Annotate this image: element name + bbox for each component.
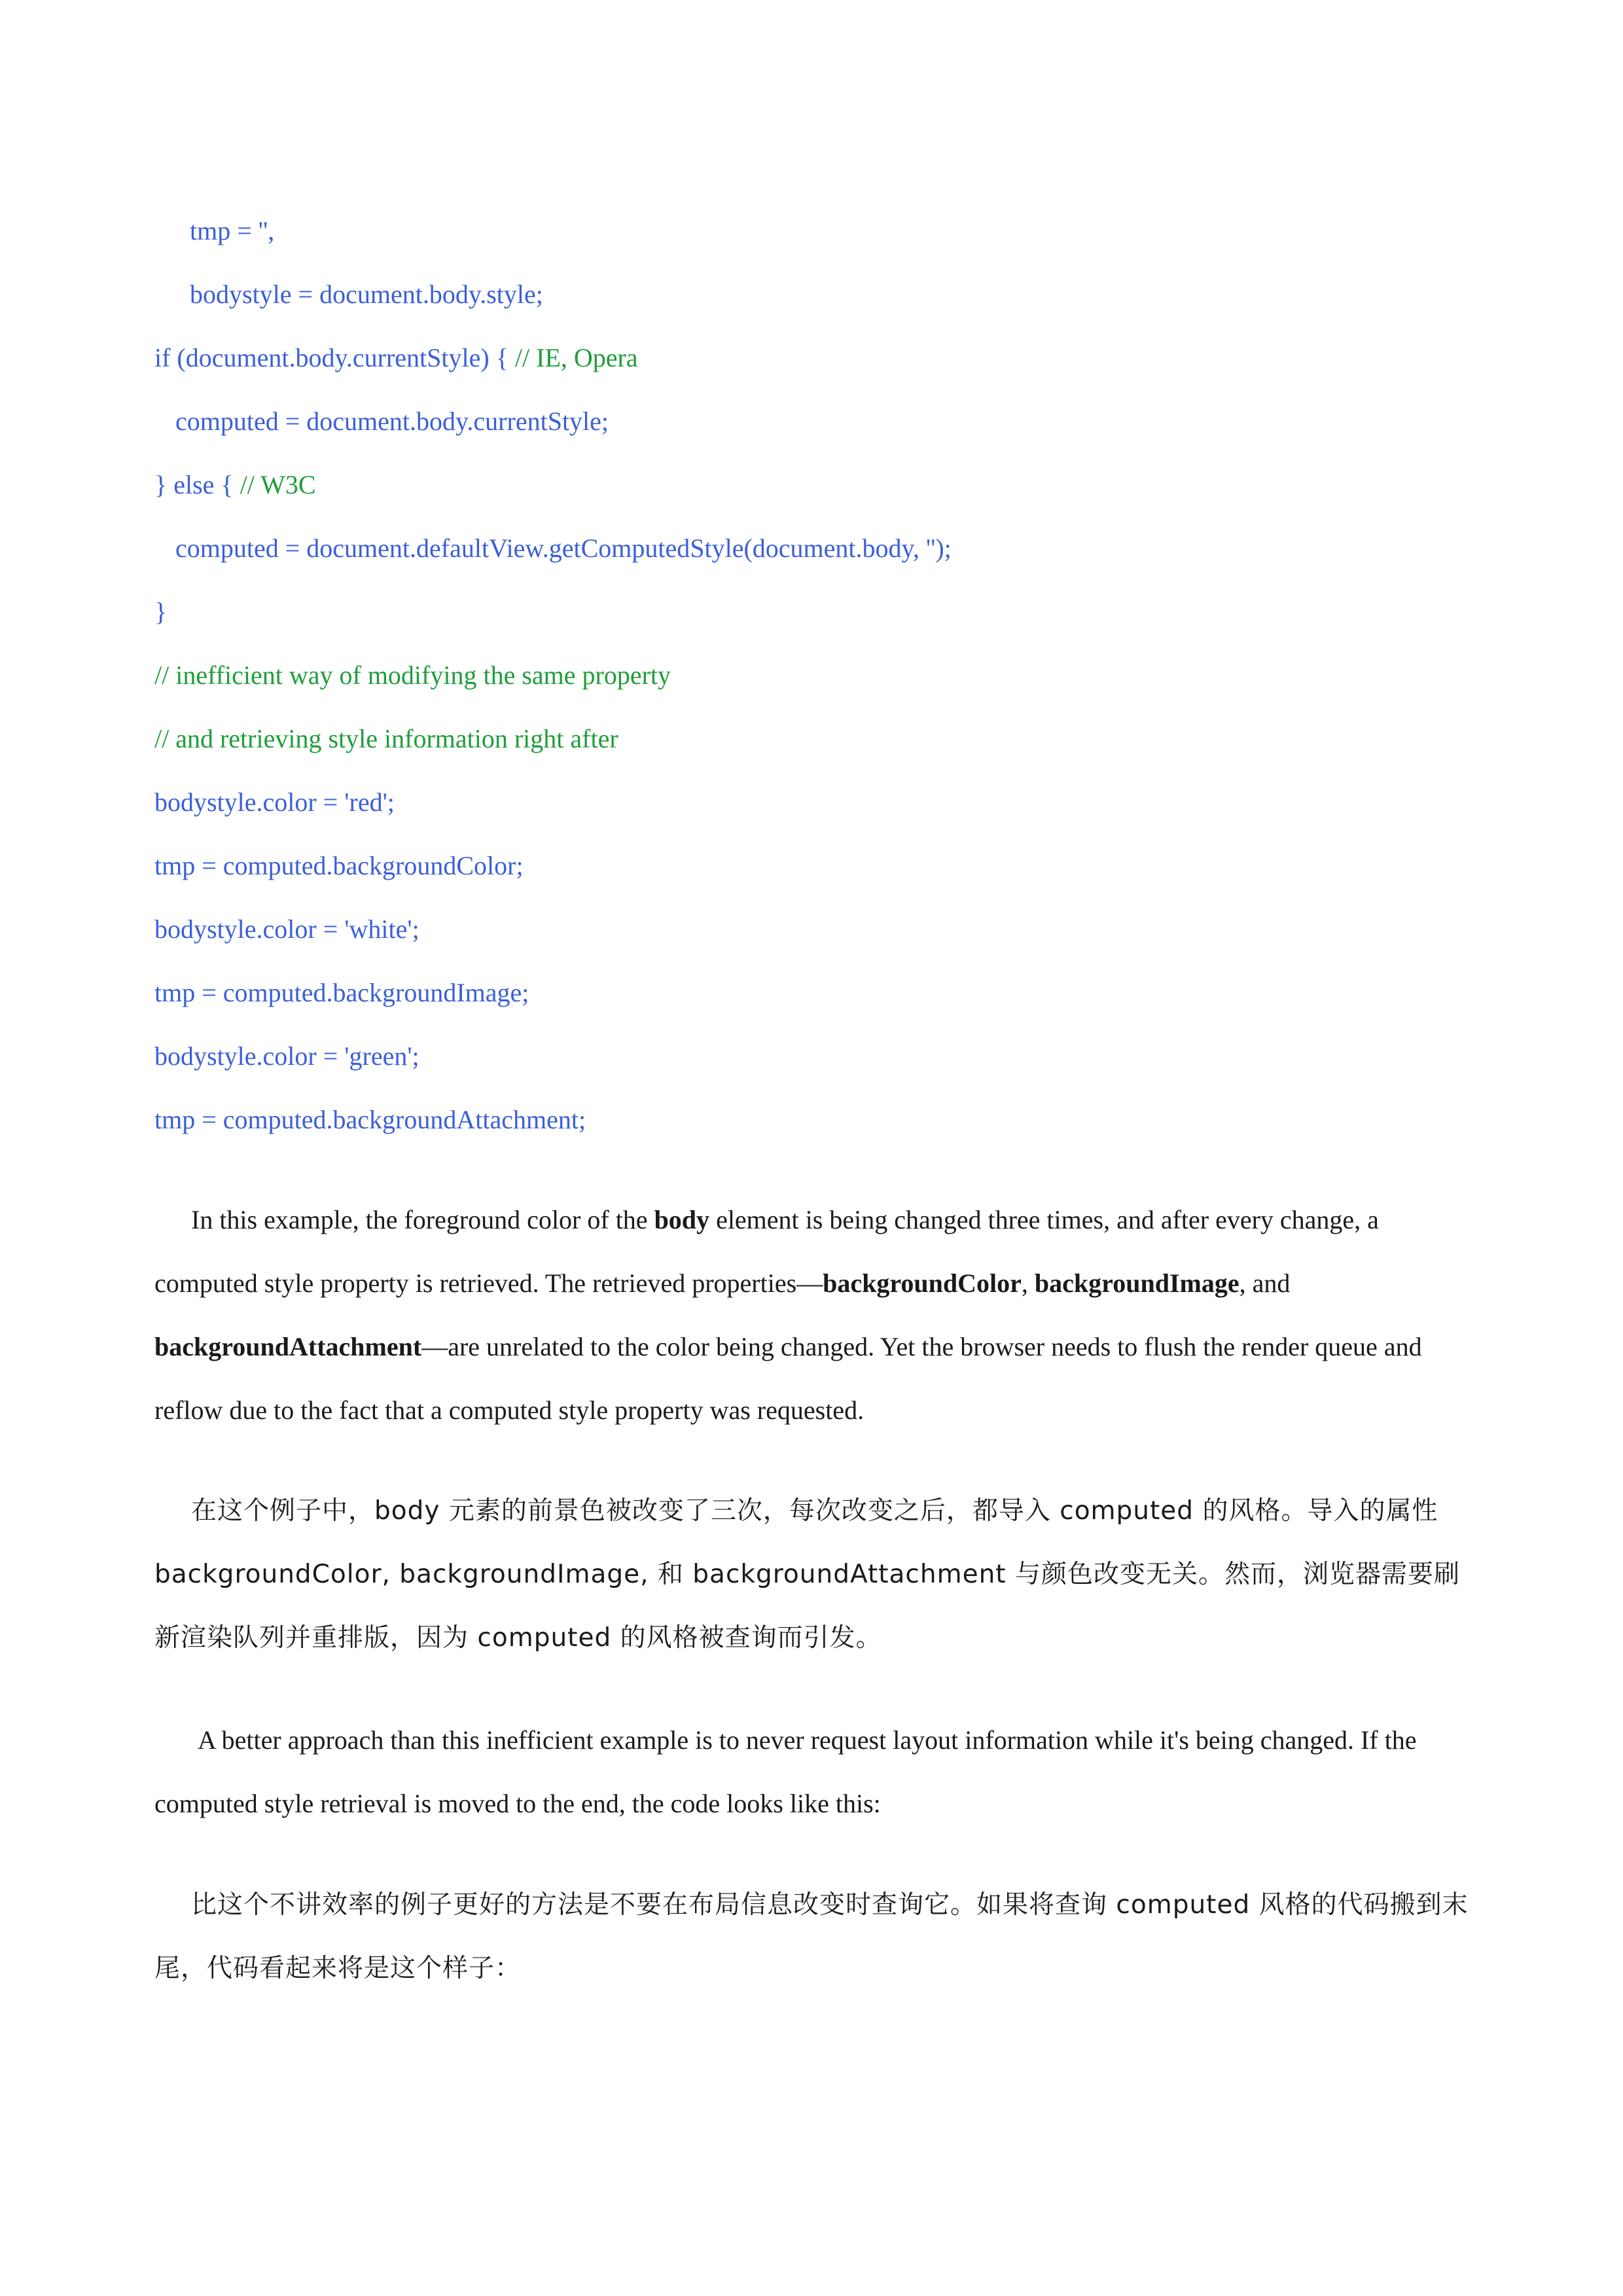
bold-term: backgroundAttachment: [154, 1332, 422, 1361]
code-line: bodystyle.color = 'red';: [154, 787, 395, 817]
code-line: bodystyle.color = 'white';: [154, 914, 419, 944]
code-comment: // inefficient way of modifying the same property: [154, 660, 671, 690]
code-line: } else { // W3C: [154, 470, 316, 499]
code-line: bodystyle = document.body.style;: [190, 279, 543, 309]
code-line: computed = document.body.currentStyle;: [175, 406, 609, 436]
code-line: tmp = computed.backgroundAttachment;: [154, 1105, 586, 1134]
code-line: [154, 659, 671, 692]
code-line: bodystyle.color = 'green';: [154, 1041, 419, 1071]
code-comment: // W3C: [240, 470, 316, 499]
code-line: [154, 723, 618, 755]
code-line: if (document.body.currentStyle) { // IE, Opera: [154, 343, 638, 372]
code-line: }: [154, 597, 168, 626]
code-comment: // and retrieving style information right after: [154, 724, 618, 753]
code-comment: // IE, Opera: [514, 343, 638, 372]
paragraph-chinese-2: 比这个不讲效率的例子更好的方法是不要在布局信息改变时查询它。如果将查询 computed 风格的代码搬到末尾，代码看起来将是这个样子：: [154, 1890, 1469, 1983]
paragraph-english-1: In this example, the foreground color of the body element is being changed three times, and after every change, a computed style property is retrieved. The retrieved properties—backgroundColor, backgroundImage, and backgroundAttachment—are unrelated to the color being changed. Yet the browser needs to flush the render queue and reflow due to the fact that a computed style property was requested.: [154, 1205, 1422, 1425]
paragraph-english-2: A better approach than this inefficient example is to never request layout information while it's being changed. If the computed style retrieval is moved to the end, the code looks like this:: [154, 1725, 1417, 1818]
bold-term: body: [654, 1205, 710, 1234]
code-line: tmp = computed.backgroundColor;: [154, 851, 524, 880]
bold-term: backgroundColor: [823, 1268, 1022, 1298]
code-line: tmp = computed.backgroundImage;: [154, 978, 529, 1007]
paragraph-chinese-1: 在这个例子中，body 元素的前景色被改变了三次，每次改变之后，都导入 computed 的风格。导入的属性 backgroundColor, backgroundImage, 和 backgroundAttachment 与颜色改变无关。然而，浏览器需要刷新渲染队列并重排版，因为 computed 的风格被查询而引发。: [154, 1496, 1460, 1653]
code-line: tmp = '',: [190, 216, 275, 245]
bold-term: backgroundImage: [1034, 1268, 1240, 1298]
code-line: computed = document.defaultView.getComputedStyle(document.body, '');: [175, 533, 952, 563]
